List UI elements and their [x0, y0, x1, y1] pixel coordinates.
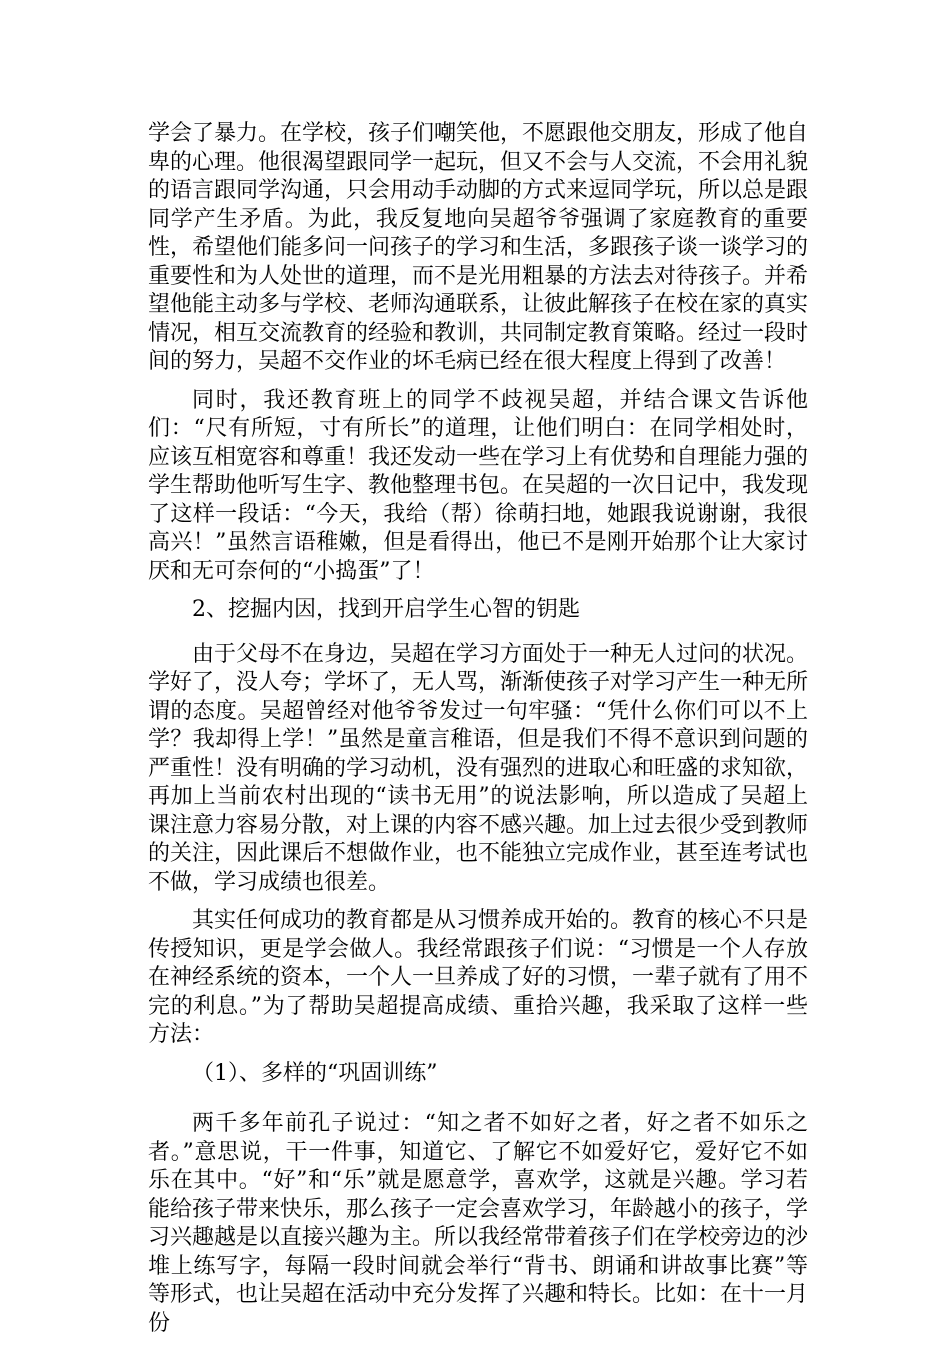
paragraph-2: 同时，我还教育班上的同学不歧视吴超，并结合课文告诉他们：“尺有所短，寸有所长”的道理，让他们明白：在同学相处时，应该互相宽容和尊重！我还发动一些在学习上有优势和自理能力强的学生帮助他听写生字、教他整理书包。在吴超的一次日记中，我发现了这样一段话：“今天，我给（帮）徐萌扫地，她跟我说谢谢，我很高兴！”虽然言语稚嫩，但是看得出，他已不是刚开始那个让大家讨厌和无可奈何的“小捣蛋”了！ — [148, 387, 809, 584]
paragraph-5: 两千多年前孔子说过：“知之者不如好之者，好之者不如乐之者。”意思说，干一件事，知道它、了解它不如爱好它，爱好它不如乐在其中。“好”和“乐”就是愿意学，喜欢学，这就是兴趣。学习若能给孩子带来快乐，那么孩子一定会喜欢学习，年龄越小的孩子，学习兴趣越是以直接兴趣为主。所以我经常带着孩子们在学校旁边的沙堆上练写字，每隔一段时间就会举行“背书、朗诵和讲故事比赛”等等形式，也让吴超在活动中充分发挥了兴趣和特长。比如：在十一月份 — [148, 1111, 809, 1336]
section-heading-2: 2、挖掘内因，找到开启学生心智的钥匙 — [192, 597, 580, 622]
paragraph-4: 其实任何成功的教育都是从习惯养成开始的。教育的核心不只是传授知识，更是学会做人。我经常跟孩子们说：“习惯是一个人存放在神经系统的资本，一个人一旦养成了好的习惯，一辈子就有了用不完的利息。”为了帮助吴超提高成绩、重拾兴趣，我采取了这样一些方法： — [148, 908, 809, 1047]
subsection-heading-1: （1）、多样的“巩固训练” — [192, 1060, 438, 1086]
paragraph-1: 学会了暴力。在学校，孩子们嘲笑他，不愿跟他交朋友，形成了他自卑的心理。他很渴望跟同学一起玩，但又不会与人交流，不会用礼貌的语言跟同学沟通，只会用动手动脚的方式来逗同学玩，所以总是跟同学产生矛盾。为此，我反复地向吴超爷爷强调了家庭教育的重要性，希望他们能多问一问孩子的学习和生活，多跟孩子谈一谈学习的重要性和为人处世的道理，而不是光用粗暴的方法去对待孩子。并希望他能主动多与学校、老师沟通联系，让彼此解孩子在校在家的真实情况，相互交流教育的经验和教训，共同制定教育策略。经过一段时间的努力，吴超不交作业的坏毛病已经在很大程度上得到了改善！ — [148, 121, 809, 374]
paragraph-3: 由于父母不在身边，吴超在学习方面处于一种无人过问的状况。学好了，没人夸；学坏了，无人骂，渐渐使孩子对学习产生一种无所谓的态度。吴超曾经对他爷爷发过一句牢骚：“凭什么你们可以不上学？我却得上学！”虽然是童言稚语，但是我们不得不意识到问题的严重性！没有明确的学习动机，没有强烈的进取心和旺盛的求知欲，再加上当前农村出现的“读书无用”的说法影响，所以造成了吴超上课注意力容易分散，对上课的内容不感兴趣。加上过去很少受到教师的关注，因此课后不想做作业，也不能独立完成作业，甚至连考试也不做，学习成绩也很差。 — [148, 641, 809, 895]
document-body — [148, 120, 808, 1348]
